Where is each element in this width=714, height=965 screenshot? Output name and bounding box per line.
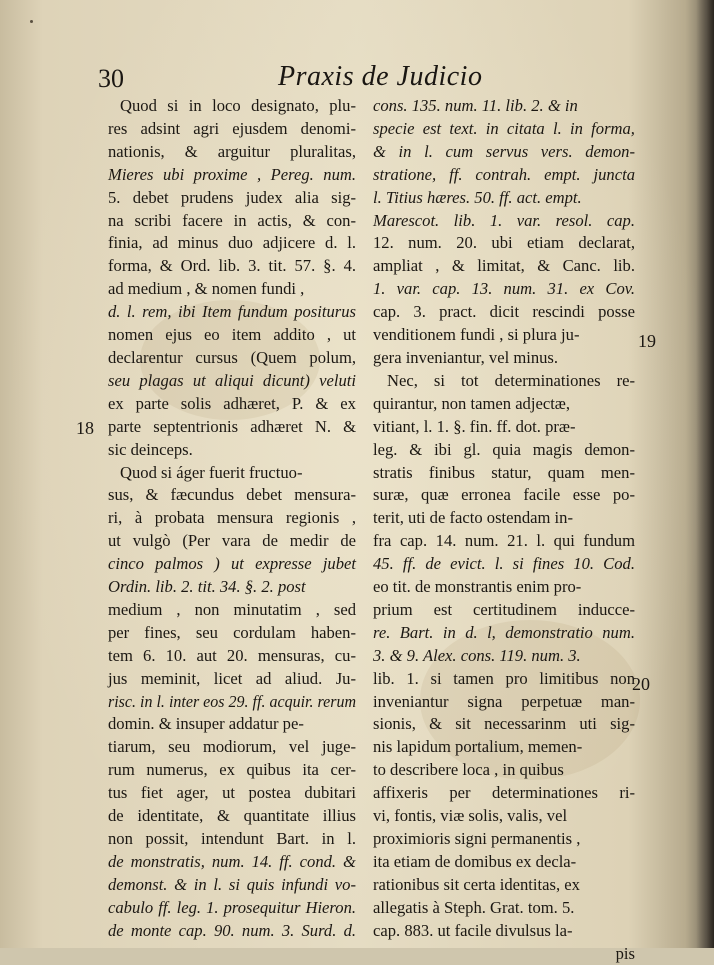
text-line: tus fiet ager, ut postea dubitari [108,783,357,803]
text-line: suræ, quæ erronea facile esse po- [373,485,635,505]
text-line: nomen ejus eo item addito , ut [108,325,356,345]
text-line: 3. & 9. Alex. cons. 119. num. 3. [373,645,581,665]
text-line: na scribi facere in actis, & con- [108,210,356,230]
text-line: Ordin. lib. 2. tit. 34. §. 2. post [108,577,306,597]
text-line: parte septentrionis adhæret N. & [108,416,357,436]
text-line: de identitate, & quantitate illius [108,806,356,826]
text-line: medium , non minutatim , sed [108,599,356,619]
text-line: tiarum, seu modiorum, vel juge- [108,737,356,757]
text-line: cinco palmos ) ut expresse jubet [108,554,356,574]
paper-speck [30,20,33,23]
margin-paragraph-number: 18 [76,418,94,438]
text-line: cabulo ff. leg. 1. prosequitur Hieron. [108,897,357,917]
text-line: terit, uti de facto ostendam in- [373,508,573,528]
text-line: de monte cap. 90. num. 3. Surd. d. [108,920,357,940]
text-line: to describere loca , in quibus [373,760,564,780]
text-line: proximioris signi permanentis , [373,829,581,848]
text-line: pis [615,943,635,963]
text-line: fra cap. 14. num. 21. l. qui fundum [373,531,636,551]
text-line: Nec, si tot determinationes re- [387,370,635,390]
text-line: lib. 1. si tamen pro limitibus non [373,668,635,688]
text-line: ex parte solis adhæret, P. & ex [108,393,356,413]
text-line: 5. debet prudens judex alia sig- [108,187,357,207]
text-line: declarentur cursus (Quem polum, [108,347,356,367]
running-title: Praxis de Judicio [278,61,483,92]
text-line: vi, fontis, viæ solis, valis, vel [373,806,568,826]
text-line: domin. & insuper addatur pe- [108,714,304,734]
text-line: stratione, ff. contrah. empt. juncta [373,164,636,184]
text-line: 45. ff. de evict. l. si fines 10. Cod. [373,554,635,574]
text-line: ampliat , & limitat, & Canc. lib. [373,256,635,276]
book-spine-shadow [696,0,714,948]
text-line: 12. num. 20. ubi etiam declarat, [373,233,635,253]
text-line: d. l. rem, ibi Item fundum positurus [108,302,356,322]
right-text-column [373,95,635,965]
text-line: affixeris per determinationes ri- [373,783,635,803]
text-line: cap. 3. pract. dicit rescindi posse [373,302,635,322]
text-line: quirantur, non tamen adjectæ, [373,393,571,413]
text-line: cons. 135. num. 11. lib. 2. & in [373,96,578,115]
text-line: allegatis à Steph. Grat. tom. 5. [373,897,575,917]
text-line: stratis finibus statur, quam men- [373,462,635,482]
text-line: gera inveniantur, vel minus. [373,347,559,367]
text-line: inveniantur signa perpetuæ man- [373,691,636,711]
text-line: venditionem fundi , si plura ju- [373,325,580,345]
text-line: nis lapidum portalium, memen- [373,737,583,757]
text-line: rum numerus, ex quibus ita cer- [108,760,356,780]
text-line: tem 6. 10. aut 20. mensuras, cu- [108,645,356,665]
text-line: nationis, & arguitur pluralitas, [108,141,356,161]
text-line: forma, & Ord. lib. 3. tit. 57. §. 4. [108,256,357,276]
text-line: sic deinceps. [108,439,193,459]
text-line: de monstratis, num. 14. ff. cond. & [108,851,356,871]
page-number: 30 [98,64,124,93]
text-line: leg. & ibi gl. quia magis demon- [373,439,636,459]
text-line: ad medium , & nomen fundi , [108,279,305,299]
text-line: specie est text. in citata l. in forma, [373,118,635,138]
text-line: sus, & fæcundus debet mensura- [108,485,356,505]
text-line: rationibus sit certa identitas, ex [373,874,580,894]
text-line: non possit, intendunt Bart. in l. [108,829,356,848]
left-text-column [108,95,356,943]
text-line: vitiant, l. 1. §. fin. ff. dot. præ- [373,416,576,436]
text-line: res adsint agri ejusdem denomi- [108,118,356,138]
text-line: prium est certitudinem inducce- [373,599,635,619]
text-line: per fines, seu cordulam haben- [108,622,356,642]
text-line: Marescot. lib. 1. var. resol. cap. [373,210,635,230]
text-line: Quod si in loco designato, plu- [120,96,356,115]
text-line: sionis, & sit necessarinm uti sig- [373,714,635,734]
text-line: ut vulgò (Per vara de medir de [108,531,357,551]
text-line: risc. in l. inter eos 29. ff. acquir. rerum [108,691,357,711]
text-line: ri, à probata mensura regionis , [108,508,356,528]
text-line: Mieres ubi proxime , Pereg. num. [108,164,356,184]
text-line: ita etiam de domibus ex decla- [373,851,577,871]
text-line: Quod si áger fuerit fructuo- [120,462,303,482]
text-line: re. Bart. in d. l, demonstratio num. [373,622,635,642]
text-line: finia, ad minus duo adjicere d. l. [108,233,356,253]
text-line: l. Titius hæres. 50. ff. act. empt. [373,187,582,207]
text-line: demonst. & in l. si quis infundi vo- [108,874,356,894]
text-line: seu plagas ut aliqui dicunt) veluti [108,370,357,390]
text-line: & in l. cum servus vers. demon- [373,141,636,161]
text-line: cap. 883. ut facile divulsus la- [373,920,573,940]
text-line: eo tit. de monstrantis enim pro- [373,577,582,597]
text-line: 1. var. cap. 13. num. 31. ex Cov. [373,279,636,299]
margin-paragraph-number: 19 [638,331,656,351]
text-line: jus meminit, licet ad aliud. Ju- [108,668,356,688]
margin-paragraph-number: 20 [632,674,650,694]
